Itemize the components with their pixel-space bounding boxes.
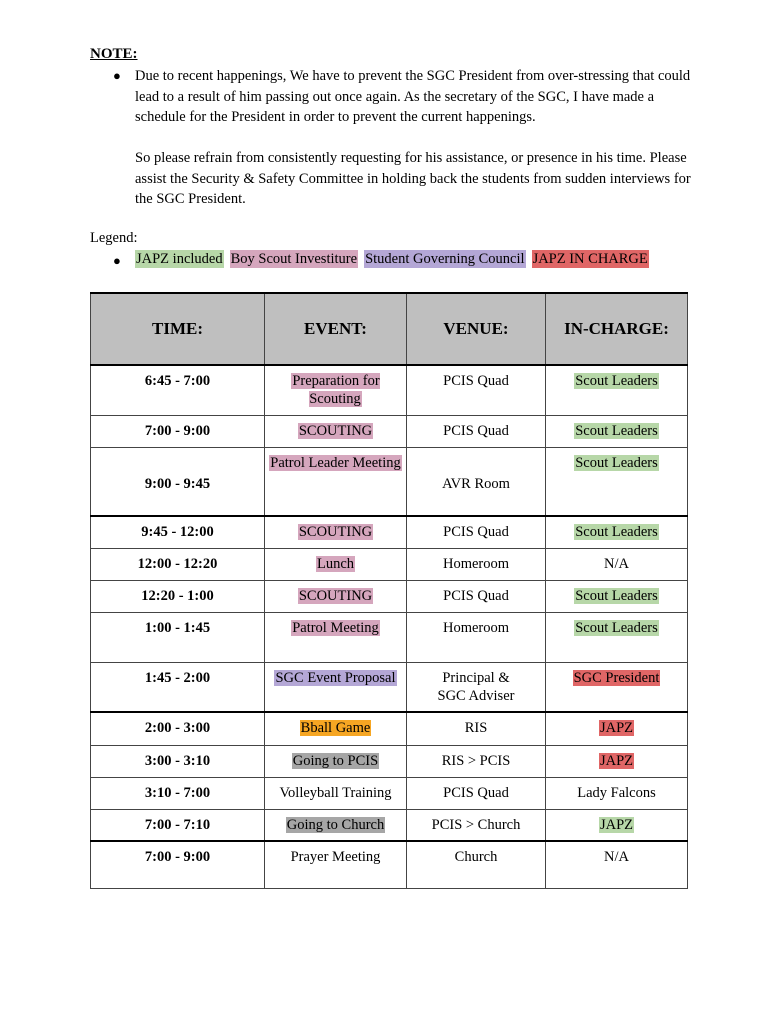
event-cell (265, 712, 407, 745)
incharge-label: JAPZ (599, 720, 634, 736)
time-cell: 6:45 - 7:00 (91, 365, 265, 415)
event-label: SGC Event Proposal (275, 669, 396, 686)
time-cell: 3:00 - 3:10 (91, 745, 265, 777)
incharge-label: JAPZ (599, 752, 634, 769)
venue-cell: PCIS Quad (407, 516, 546, 548)
event-cell (265, 612, 407, 662)
table-header-row (91, 293, 688, 365)
event-label: Going to PCIS (292, 752, 379, 769)
event-cell (265, 580, 407, 612)
note-paragraph-1: Due to recent happenings, We have to prevent the SGC President from over-stressing that could lead to a result of him passing out once again. As the secretary of the SGC, I have made a schedule for the President in order to prevent the current happenings. (135, 68, 691, 125)
time-cell: 12:20 - 1:00 (91, 580, 265, 612)
time-cell: 7:00 - 9:00 (91, 841, 265, 888)
time-cell: 3:10 - 7:00 (91, 777, 265, 809)
incharge-cell (546, 415, 688, 447)
table-row (91, 712, 688, 745)
legend-japz-included: JAPZ included (136, 251, 223, 267)
table-row (91, 809, 688, 841)
venue-cell: Homeroom (407, 548, 546, 580)
venue-cell: RIS (407, 712, 546, 745)
event-cell (265, 809, 407, 841)
header-incharge: IN-CHARGE: (546, 293, 688, 365)
legend-bullet: ● (113, 253, 121, 268)
incharge-cell (546, 612, 688, 662)
incharge-label: Scout Leaders (575, 524, 658, 540)
event-cell (265, 365, 407, 415)
event-cell (265, 662, 407, 712)
incharge-cell (546, 580, 688, 612)
table-row (91, 365, 688, 415)
legend-boy-scout-investiture: Boy Scout Investiture (230, 251, 358, 267)
event-label: Going to Church (286, 816, 385, 833)
legend-row (135, 251, 655, 268)
time-cell: 1:00 - 1:45 (91, 612, 265, 662)
incharge-label: Scout Leaders (575, 619, 658, 636)
venue-cell: PCIS Quad (407, 365, 546, 415)
header-time: TIME: (91, 293, 265, 365)
table-row (91, 777, 688, 809)
venue-cell: RIS > PCIS (407, 745, 546, 777)
time-cell: 7:00 - 9:00 (91, 415, 265, 447)
table-row (91, 612, 688, 662)
time-cell: 12:00 - 12:20 (91, 548, 265, 580)
header-event: EVENT: (265, 293, 407, 365)
table-row (91, 516, 688, 548)
incharge-cell (546, 447, 688, 516)
time-cell: 7:00 - 7:10 (91, 809, 265, 841)
event-cell (265, 548, 407, 580)
event-label: Bball Game (300, 720, 371, 736)
incharge-cell: Lady Falcons (546, 777, 688, 809)
time-cell: 1:45 - 2:00 (91, 662, 265, 712)
time-cell: 9:00 - 9:45 (91, 447, 265, 516)
venue-cell: PCIS Quad (407, 777, 546, 809)
time-cell: 9:45 - 12:00 (91, 516, 265, 548)
incharge-label: Scout Leaders (575, 587, 658, 604)
table-row (91, 415, 688, 447)
event-label: Lunch (316, 555, 355, 572)
incharge-cell (546, 662, 688, 712)
table-row (91, 662, 688, 712)
incharge-cell: N/A (546, 548, 688, 580)
incharge-label: Scout Leaders (575, 373, 658, 389)
incharge-cell (546, 745, 688, 777)
table-row (91, 841, 688, 888)
incharge-cell (546, 516, 688, 548)
event-cell: Prayer Meeting (265, 841, 407, 888)
incharge-cell (546, 712, 688, 745)
venue-cell: Homeroom (407, 612, 546, 662)
event-cell (265, 415, 407, 447)
event-label: SCOUTING (298, 587, 373, 604)
event-cell (265, 447, 407, 516)
event-cell (265, 745, 407, 777)
table-row (91, 447, 688, 516)
venue-cell: PCIS Quad (407, 415, 546, 447)
incharge-cell (546, 809, 688, 841)
incharge-label: SGC President (573, 669, 660, 686)
incharge-cell: N/A (546, 841, 688, 888)
event-label: Patrol Leader Meeting (270, 454, 401, 471)
table-row (91, 548, 688, 580)
event-cell: Volleyball Training (265, 777, 407, 809)
venue-line-2: SGC Adviser (437, 687, 515, 704)
note-paragraph-2: So please refrain from consistently requesting for his assistance, or presence in his time. Please assist the Security & Safety Committee in holding back the students from sudden interviews for the SGC President. (135, 150, 691, 207)
venue-cell (407, 662, 546, 712)
venue-line-1: Principal & (442, 669, 510, 686)
event-cell (265, 516, 407, 548)
venue-cell: PCIS > Church (407, 809, 546, 841)
schedule-table (90, 292, 688, 889)
venue-cell: PCIS Quad (407, 580, 546, 612)
legend-japz-in-charge: JAPZ IN CHARGE (532, 251, 648, 267)
venue-cell: Church (407, 841, 546, 888)
note-title: NOTE: (90, 46, 138, 62)
incharge-cell (546, 365, 688, 415)
legend-student-governing-council: Student Governing Council (365, 251, 525, 267)
incharge-label: JAPZ (599, 816, 634, 833)
venue-cell: AVR Room (407, 447, 546, 516)
event-label: SCOUTING (298, 422, 373, 439)
table-row (91, 745, 688, 777)
event-label: Preparation for Scouting (292, 373, 380, 407)
table-row (91, 580, 688, 612)
event-label: Patrol Meeting (292, 619, 379, 636)
event-label: SCOUTING (298, 524, 373, 540)
header-venue: VENUE: (407, 293, 546, 365)
incharge-label: Scout Leaders (575, 454, 658, 471)
time-cell: 2:00 - 3:00 (91, 712, 265, 745)
legend-label: Legend: (90, 230, 138, 246)
note-bullet: ● (113, 68, 121, 83)
incharge-label: Scout Leaders (575, 422, 658, 439)
